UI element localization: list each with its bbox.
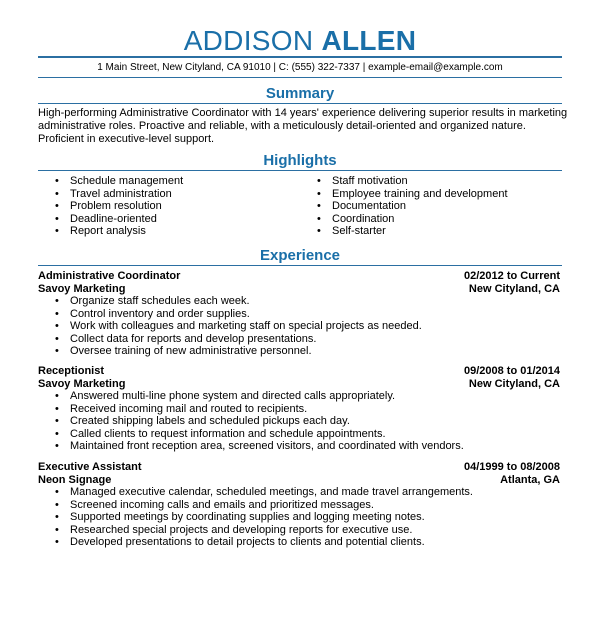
job-location: New Cityland, CA xyxy=(468,378,560,390)
job-bullets xyxy=(38,295,422,358)
last-name: ALLEN xyxy=(321,25,417,56)
job-dates: 02/2012 to Current xyxy=(464,270,560,282)
list-item: • Organize staff schedules each week. xyxy=(38,295,422,308)
list-item: • Staff motivation xyxy=(300,175,508,188)
highlights-right-list xyxy=(300,175,508,238)
list-item: • Supported meetings by coordinating supplies and logging meeting notes. xyxy=(38,511,473,524)
job-title: Receptionist xyxy=(38,365,105,377)
list-item: • Coordination xyxy=(300,213,508,226)
experience-title: Experience xyxy=(259,247,341,264)
summary-text: High-performing Administrative Coordinator with 14 years' experience delivering superior results in marketing administrative roles. Proactive and reliable, with a meticulously detail-oriented and organized nature. Proficient in executive-level support. xyxy=(38,107,568,145)
job-location: Atlanta, GA xyxy=(500,474,560,486)
contact-rule xyxy=(38,77,562,78)
job-dates: 04/1999 to 08/2008 xyxy=(463,461,560,473)
header-rule xyxy=(38,56,562,58)
list-item: • Received incoming mail and routed to recipients. xyxy=(38,403,464,416)
list-item: • Deadline-oriented xyxy=(38,213,183,226)
highlights-left-list xyxy=(38,175,183,238)
job-title: Executive Assistant xyxy=(38,461,142,473)
job-company: Neon Signage xyxy=(38,474,112,486)
list-item: • Problem resolution xyxy=(38,200,183,213)
list-item: • Schedule management xyxy=(38,175,183,188)
first-name: ADDISON xyxy=(183,25,314,56)
job-company: Savoy Marketing xyxy=(38,378,126,390)
job-dates: 09/2008 to 01/2014 xyxy=(463,365,560,377)
experience-rule xyxy=(38,265,562,266)
list-item: • Self-starter xyxy=(300,225,508,238)
list-item: • Collect data for reports and develop presentations. xyxy=(38,333,422,346)
candidate-name xyxy=(0,26,600,56)
contact-line: 1 Main Street, New Cityland, CA 91010 | C: (555) 322-7337 | example-email@example.com xyxy=(97,62,503,73)
list-item: • Employee training and development xyxy=(300,188,508,201)
highlights-rule xyxy=(38,170,562,171)
list-item: • Control inventory and order supplies. xyxy=(38,308,422,321)
summary-rule xyxy=(38,103,562,104)
job-location: New Cityland, CA xyxy=(468,283,560,295)
job-title: Administrative Coordinator xyxy=(38,270,181,282)
list-item: • Maintained front reception area, screened visitors, and coordinated with vendors. xyxy=(38,440,464,453)
list-item: • Created shipping labels and scheduled pickups each day. xyxy=(38,415,464,428)
list-item: • Managed executive calendar, scheduled meetings, and made travel arrangements. xyxy=(38,486,473,499)
list-item: • Called clients to request information and schedule appointments. xyxy=(38,428,464,441)
list-item: • Report analysis xyxy=(38,225,183,238)
list-item: • Researched special projects and developing reports for executive use. xyxy=(38,524,473,537)
list-item: • Oversee training of new administrative personnel. xyxy=(38,345,422,358)
list-item: • Developed presentations to detail projects to clients and potential clients. xyxy=(38,536,473,549)
job-bullets xyxy=(38,486,473,549)
list-item: • Screened incoming calls and emails and prioritized messages. xyxy=(38,499,473,512)
job-bullets xyxy=(38,390,464,453)
job-company: Savoy Marketing xyxy=(38,283,126,295)
list-item: • Work with colleagues and marketing staff on special projects as needed. xyxy=(38,320,422,333)
highlights-title: Highlights xyxy=(263,152,337,169)
list-item: • Answered multi-line phone system and directed calls appropriately. xyxy=(38,390,464,403)
list-item: • Documentation xyxy=(300,200,508,213)
list-item: • Travel administration xyxy=(38,188,183,201)
summary-title: Summary xyxy=(265,85,335,102)
